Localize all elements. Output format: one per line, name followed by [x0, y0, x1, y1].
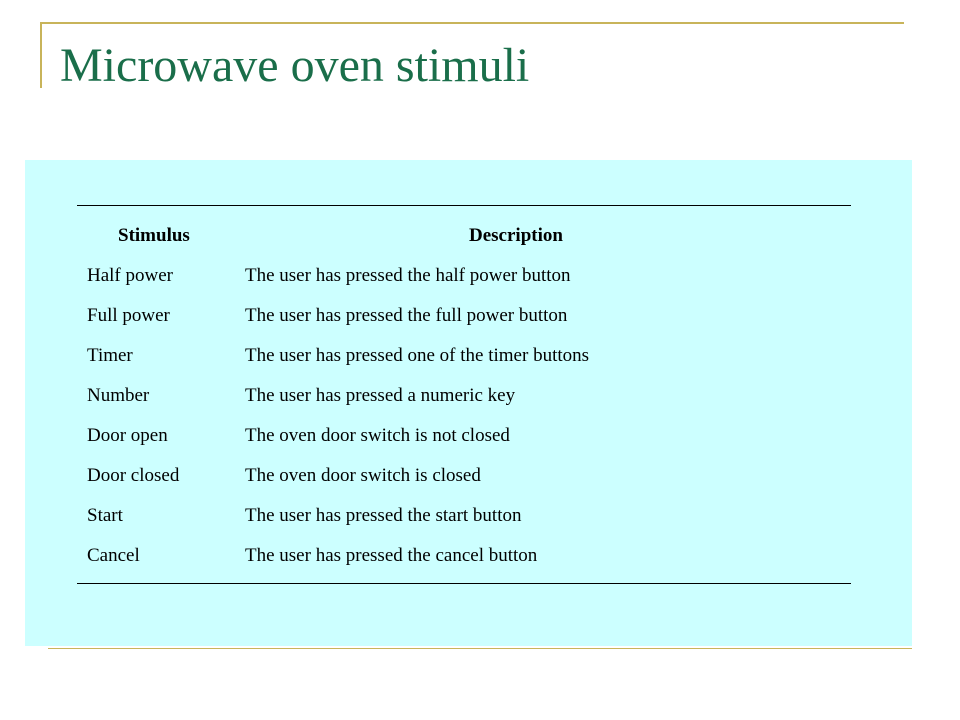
description-cell: The user has pressed the full power button: [245, 305, 568, 326]
slide-title: Microwave oven stimuli: [60, 39, 530, 92]
table-row: [77, 296, 851, 336]
stimulus-cell: Door open: [87, 425, 168, 446]
description-cell: The user has pressed the cancel button: [245, 545, 538, 566]
frame-left-line: [40, 22, 42, 88]
stimuli-table-panel: [25, 160, 912, 646]
table-row: [77, 456, 851, 496]
stimulus-cell: Start: [87, 505, 123, 526]
stimulus-cell: Half power: [87, 265, 173, 286]
stimulus-cell: Full power: [87, 305, 170, 326]
frame-bottom-line: [48, 648, 912, 649]
description-cell: The user has pressed a numeric key: [245, 385, 516, 406]
description-cell: The oven door switch is closed: [245, 465, 481, 486]
description-cell: The oven door switch is not closed: [245, 425, 510, 446]
stimulus-cell: Cancel: [87, 545, 140, 566]
stimulus-cell: Timer: [87, 345, 133, 366]
stimulus-column-header: Stimulus: [118, 225, 190, 246]
description-cell: The user has pressed the start button: [245, 505, 522, 526]
description-cell: The user has pressed one of the timer buttons: [245, 345, 590, 366]
description-column-header: Description: [469, 225, 563, 246]
description-cell: The user has pressed the half power button: [245, 265, 571, 286]
table-row: [77, 536, 851, 576]
stimulus-cell: Number: [87, 385, 150, 406]
table-top-rule: [77, 205, 851, 206]
table-row: [77, 416, 851, 456]
table-row: [77, 496, 851, 536]
stimulus-cell: Door closed: [87, 465, 180, 486]
table-row: [77, 336, 851, 376]
table-header-row: [77, 216, 851, 256]
table-row: [77, 256, 851, 296]
table-row: [77, 376, 851, 416]
stimuli-table: [77, 216, 851, 576]
frame-top-line: [40, 22, 904, 24]
table-bottom-rule: [77, 583, 851, 584]
